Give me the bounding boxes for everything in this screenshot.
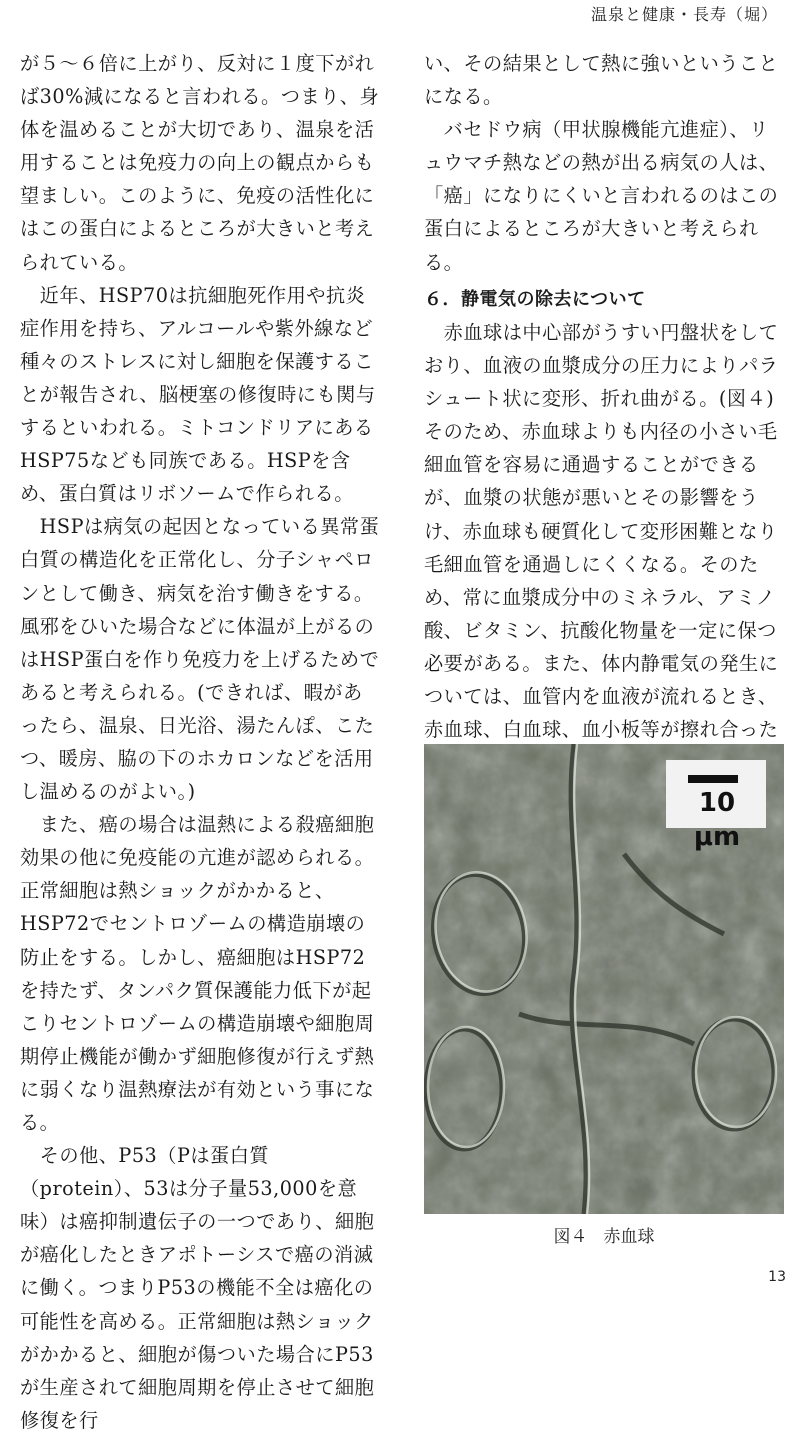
paragraph: が５～６倍に上がり、反対に１度下がれば30%減になると言われる。つまり、身体を温めることが大切であり、温泉を活用することは免疫力の向上の観点からも望ましい。このように、免疫の活性化にはこの蛋白によるところが大きいと考えられている。 (20, 52, 380, 274)
red-blood-cell-micrograph (424, 744, 784, 1214)
paragraph: い、その結果として熱に強いということになる。 (424, 52, 779, 109)
paragraph: HSPは病気の起因となっている異常蛋白質の構造化を正常化し、分子シャペロンとして働き、病気を治す働きをする。風邪をひいた場合などに体温が上がるのはHSP蛋白を作り免疫力を上げるためであると考えられる。(できれば、暇があったら、温泉、日光浴、湯たんぽ、こたつ、暖房、脇の下のホカロンなどを活用し温めるのがよい。) (20, 515, 380, 804)
paragraph: バセドウ病（甲状腺機能亢進症）、リュウマチ熱などの熱が出る病気の人は、「癌」になりにくいと言われるのはこの蛋白によるところが大きいと考えられる。 (424, 118, 779, 274)
running-header: 温泉と健康・長寿（堀） (590, 5, 778, 24)
scale-label: 10 μm (693, 788, 741, 852)
figure-caption (424, 1222, 784, 1247)
left-column (20, 47, 380, 1437)
figure-number: 図４ (553, 1227, 588, 1247)
page-number: 13 (768, 1269, 786, 1285)
right-column-top (424, 47, 784, 279)
paragraph: 近年、HSP70は抗細胞死作用や抗炎症作用を持ち、アルコールや紫外線など種々のストレスに対し細胞を保護することが報告され、脳梗塞の修復時にも関与するといわれる。ミトコンドリアにあるHSP75なども同族である。HSPを含め、蛋白質はリボソームで作られる。 (20, 283, 376, 506)
scale-bar (688, 775, 738, 783)
scale-bar-box (666, 760, 766, 852)
paragraph: また、癌の場合は温熱による殺癌細胞効果の他に免疫能の亢進が認められる。正常細胞は熱ショックがかかると、HSP72でセントロゾームの構造崩壊の防止をする。しかし、癌細胞はHSP72を持たず、タンパク質保護能力低下が起こりセントロゾームの構造崩壊や細胞周期停止機能が働かず細胞修復が行えず熱に弱くなり温熱療法が有効という事になる。 (20, 813, 375, 1134)
section-heading: ６．静電気の除去について (424, 289, 646, 310)
right-column-section (424, 316, 784, 779)
paragraph: 赤血球は中心部がうすい円盤状をしており、血液の血漿成分の圧力によりパラシュート状に変形、折れ曲がる。(図４)そのため、赤血球よりも内径の小さい毛細血管を容易に通過することができるが、血漿の状態が悪いとその影響をうけ、赤血球も硬質化して変形困難となり毛細血管を通過しにくくなる。そのため、常に血漿成分中のミネラル、アミノ酸、ビタミン、抗酸化物量を一定に保つ必要がある。また、体内静電気の発生については、血管内を血液が流れるとき、赤血球、白血球、血小板等が擦れ合った (424, 321, 779, 742)
figure-caption-text: 赤血球 (603, 1227, 655, 1247)
paragraph: その他、P53（Pは蛋白質（protein）、53は分子量53,000を意味）は癌抑制遺伝子の一つであり、細胞が癌化したときアポトーシスで癌の消滅に働く。つまりP53の機能不全は癌化の可能性を高める。正常細胞は熱ショックがかかると、細胞が傷ついた場合にP53が生産されて細胞周期を停止させて細胞修復を行 (20, 1144, 375, 1432)
